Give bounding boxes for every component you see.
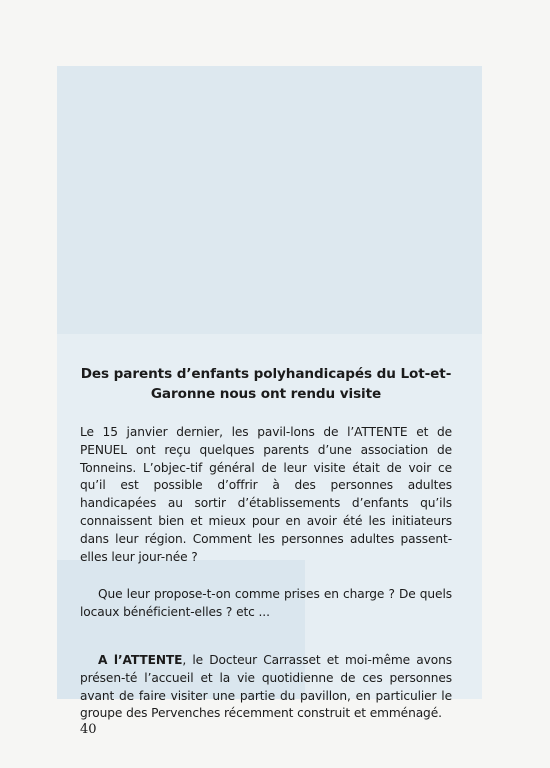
paragraph-3 xyxy=(80,652,452,723)
paragraph-3-lead: A l’ATTENTE xyxy=(98,652,183,667)
article-title: Des parents d’enfants polyhandicapés du Lot-et-Garonne nous ont rendu visite xyxy=(80,366,452,402)
paragraph-2: Que leur propose-t-on comme prises en charge ? De quels locaux bénéficient-elles ? etc ... xyxy=(80,587,452,620)
article xyxy=(80,364,452,723)
page-number: 40 xyxy=(80,722,97,737)
paragraph-3-rest: , le Docteur Carrasset et moi-même avons présen-té l’accueil et la vie quotidienne de ces personnes avant de faire visiter une partie du pavillon, en particulier le groupe des Pervenches récemment construit et emménagé. xyxy=(80,652,452,721)
photo-placeholder xyxy=(57,66,482,334)
paragraph-1: Le 15 janvier dernier, les pavil-lons de l’ATTENTE et de PENUEL ont reçu quelques parents d’une association de Tonneins. L’objec-tif général de leur visite était de voir ce qu’il est possible d’offrir à des personnes adultes handicapées au sortir d’établissements d’enfants qu’ils connaissent bien et mieux pour en avoir été les initiateurs dans leur région. Comment les personnes adultes passent-elles leur jour-née ? xyxy=(80,425,452,564)
